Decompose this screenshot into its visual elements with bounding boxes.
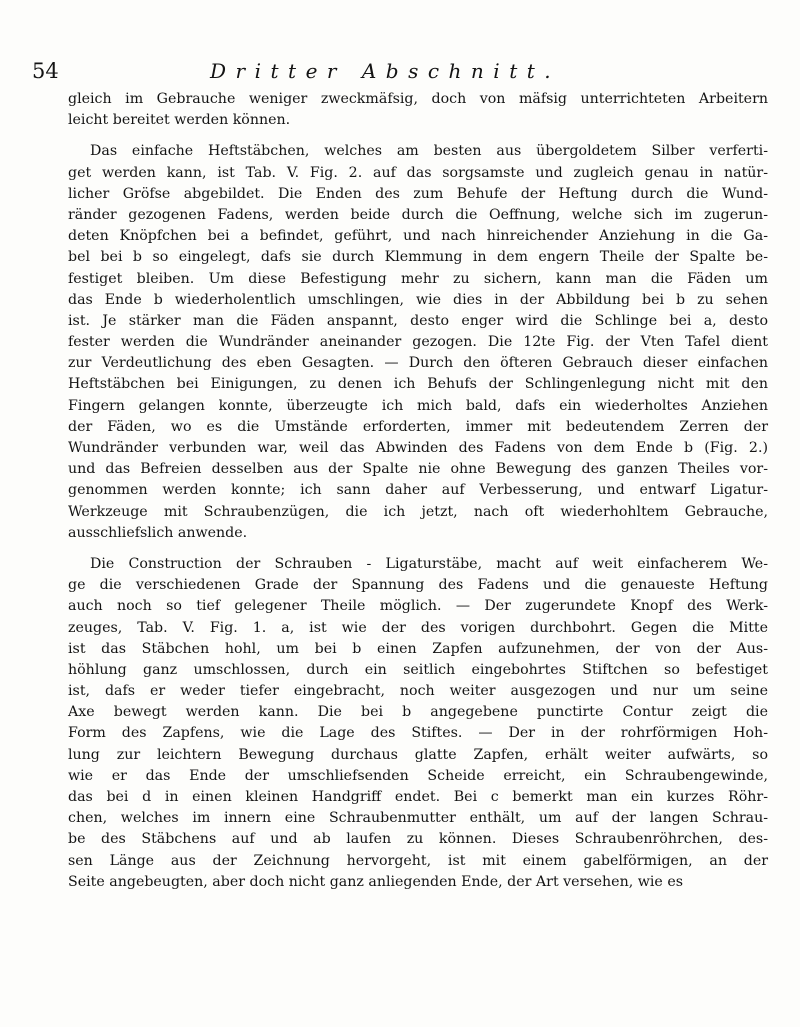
text-line: Werkzeuge mit Schraubenzügen, die ich jetzt, nach oft wiederhohltem Gebrauche, bbox=[68, 503, 768, 520]
text-line: bel bei b so eingelegt, dafs sie durch Klemmung in dem engern Theile der Spalte be- bbox=[68, 249, 768, 266]
text-line: höhlung ganz umschlossen, durch ein seitlich eingebohrtes Stiftchen so befestiget bbox=[68, 661, 768, 678]
body-text bbox=[68, 89, 768, 893]
text-line: festiget bleiben. Um diese Befestigung mehr zu sichern, kann man die Fäden um bbox=[68, 270, 768, 287]
text-line: auch noch so tief gelegener Theile möglich. — Der zugerundete Knopf des Werk- bbox=[68, 598, 768, 615]
text-line: lung zur leichtern Bewegung durchaus glatte Zapfen, erhält weiter aufwärts, so bbox=[68, 746, 768, 763]
text-line: Seite angebeugten, aber doch nicht ganz anliegenden Ende, der Art versehen, wie es bbox=[68, 873, 683, 890]
text-line: zur Verdeutlichung des eben Gesagten. — Durch den öfteren Gebrauch dieser einfachen bbox=[68, 355, 768, 372]
text-line: sen Länge aus der Zeichnung hervorgeht, ist mit einem gabelförmigen, an der bbox=[68, 852, 768, 869]
text-line: ist das Stäbchen hohl, um bei b einen Zapfen aufzunehmen, der von der Aus- bbox=[68, 640, 768, 657]
text-line: und das Befreien desselben aus der Spalte nie ohne Bewegung des ganzen Theiles vor- bbox=[68, 461, 768, 478]
paragraph bbox=[68, 89, 768, 131]
text-line: zeuges, Tab. V. Fig. 1. a, ist wie der des vorigen durchbohrt. Gegen die Mitte bbox=[68, 619, 768, 636]
paragraph-gap bbox=[68, 544, 768, 554]
page-header bbox=[32, 56, 792, 86]
text-line: Wundränder verbunden war, weil das Abwinden des Fadens von dem Ende b (Fig. 2.) bbox=[68, 440, 768, 456]
text-line: Axe bewegt werden kann. Die bei b angegebene punctirte Contur zeigt die bbox=[68, 704, 768, 721]
text-line: deten Knöpfchen bei a befindet, geführt, und nach hinreichender Anziehung in die Ga- bbox=[68, 228, 768, 245]
text-line: get werden kann, ist Tab. V. Fig. 2. auf das sorgsamste und zugleich genau in natür- bbox=[68, 164, 768, 181]
text-line: ränder gezogenen Fadens, werden beide durch die Oeffnung, welche sich im zugerun- bbox=[68, 206, 768, 223]
text-line: genommen werden konnte; ich sann daher auf Verbesserung, und entwarf Ligatur- bbox=[68, 482, 768, 499]
text-line: ist, dafs er weder tiefer eingebracht, noch weiter ausgezogen und nur um seine bbox=[68, 683, 768, 700]
text-line: Heftstäbchen bei Einigungen, zu denen ich Behufs der Schlingenlegung nicht mit den bbox=[68, 376, 768, 393]
text-line: wie er das Ende der umschliefsenden Scheide erreicht, ein Schraubengewinde, bbox=[68, 767, 768, 784]
text-line: gleich im Gebrauche weniger zweckmäfsig, doch von mäfsig unterrichteten Arbeitern bbox=[68, 91, 768, 107]
text-line: Die Construction der Schrauben - Ligaturstäbe, macht auf weit einfacherem We- bbox=[90, 555, 768, 572]
text-line: fester werden die Wundränder aneinander gezogen. Die 12te Fig. der Vten Tafel dient bbox=[68, 334, 768, 351]
paragraph bbox=[68, 141, 768, 544]
text-line: licher Gröfse abgebildet. Die Enden des zum Behufe der Heftung durch die Wund- bbox=[68, 185, 768, 202]
page-number: 54 bbox=[32, 59, 59, 83]
text-line: Das einfache Heftstäbchen, welches am besten aus übergoldetem Silber verferti- bbox=[90, 143, 768, 160]
text-line: ist. Je stärker man die Fäden anspannt, desto enger wird die Schlinge bei a, desto bbox=[68, 312, 768, 329]
text-line: ausschliefslich anwende. bbox=[68, 524, 248, 541]
text-line: Fingern gelangen konnte, überzeugte ich mich bald, dafs ein wiederholtes Anziehen bbox=[68, 397, 768, 414]
text-line: be des Stäbchens auf und ab laufen zu können. Dieses Schraubenröhrchen, des- bbox=[68, 831, 768, 848]
text-line: das bei d in einen kleinen Handgriff endet. Bei c bemerkt man ein kurzes Röhr- bbox=[68, 789, 768, 805]
text-line: der Fäden, wo es die Umstände erforderten, immer mit bedeutendem Zerren der bbox=[68, 418, 768, 435]
paragraph-gap bbox=[68, 131, 768, 141]
text-line: das Ende b wiederholentlich umschlingen, wie dies in der Abbildung bei b zu sehen bbox=[68, 291, 768, 308]
running-head: Dritter Abschnitt. bbox=[210, 59, 561, 83]
text-line: chen, welches im innern eine Schraubenmutter enthält, um auf der langen Schrau- bbox=[68, 810, 768, 827]
text-line: ge die verschiedenen Grade der Spannung des Fadens und die genaueste Heftung bbox=[68, 577, 768, 594]
text-line: Form des Zapfens, wie die Lage des Stiftes. — Der in der rohrförmigen Hoh- bbox=[68, 725, 768, 742]
paragraph bbox=[68, 554, 768, 893]
text-line: leicht bereitet werden können. bbox=[68, 112, 291, 129]
